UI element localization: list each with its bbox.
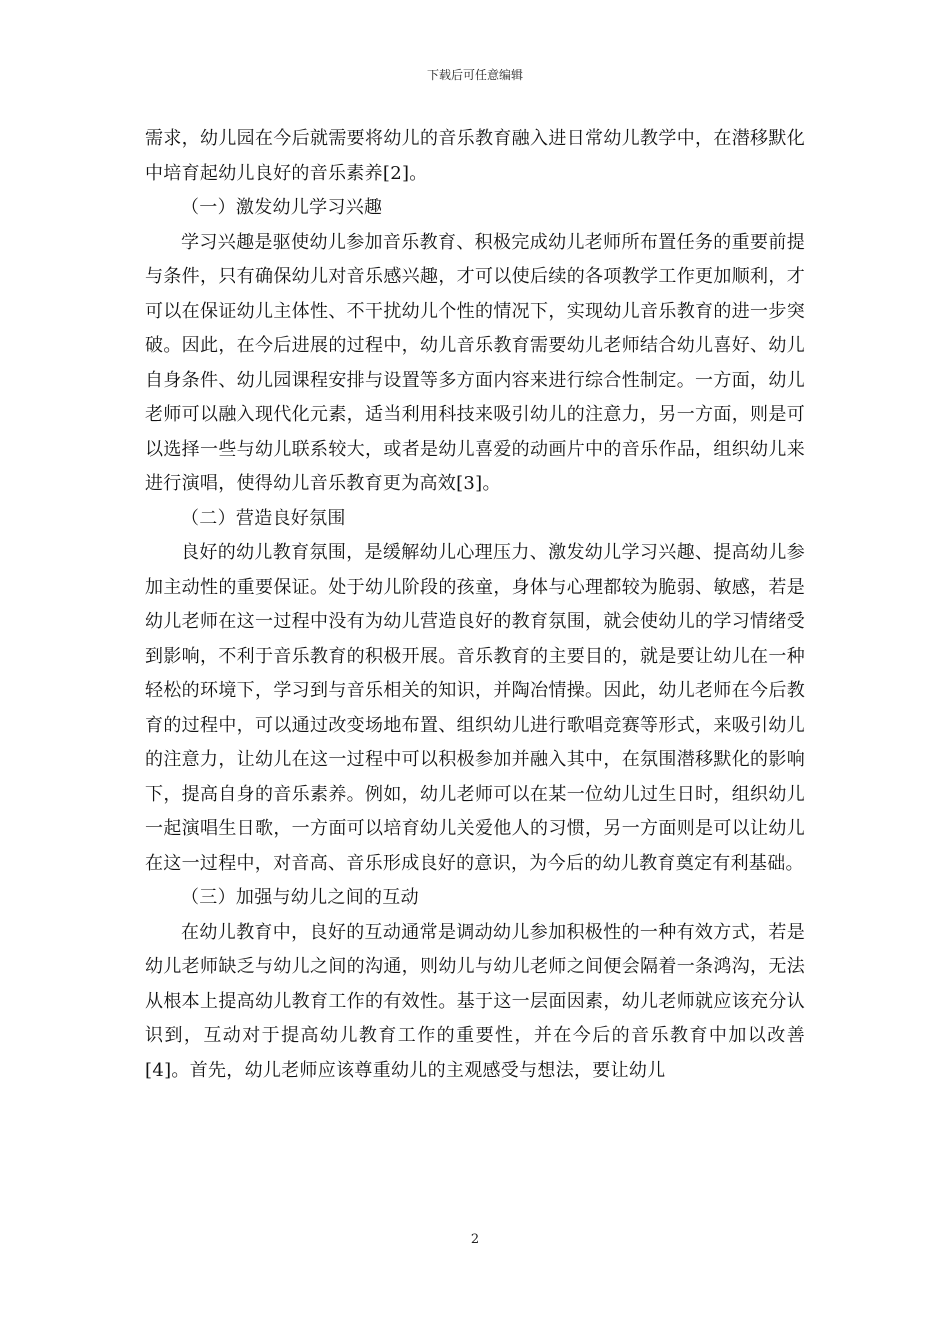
section-heading-1: （一）激发幼儿学习兴趣 xyxy=(181,197,383,218)
page-number: 2 xyxy=(470,1232,480,1247)
paragraph-section-1: 学习兴趣是驱使幼儿参加音乐教育、积极完成幼儿老师所布置任务的重要前提与条件，只有确保幼儿对音乐感兴趣，才可以使后续的各项教学工作更加顺利，才可以在保证幼儿主体性、不干扰幼儿个性的情况下，实现幼儿音乐教育的进一步突破。因此，在今后进展的过程中，幼儿音乐教育需要幼儿老师结合幼儿喜好、幼儿自身条件、幼儿园课程安排与设置等多方面内容来进行综合性制定。一方面，幼儿老师可以融入现代化元素，适当利用科技来吸引幼儿的注意力，另一方面，则是可以选择一些与幼儿联系较大，或者是幼儿喜爱的动画片中的音乐作品，组织幼儿来进行演唱，使得幼儿音乐教育更为高效[3]。 xyxy=(145,231,805,494)
document-body xyxy=(145,122,805,1088)
paragraph-continuation: 需求，幼儿园在今后就需要将幼儿的音乐教育融入进日常幼儿教学中，在潜移默化中培育起幼儿良好的音乐素养[2]。 xyxy=(145,128,805,184)
page-header: 下载后可任意编辑 xyxy=(426,68,523,82)
paragraph-section-2: 良好的幼儿教育氛围，是缓解幼儿心理压力、激发幼儿学习兴趣、提高幼儿参加主动性的重要保证。处于幼儿阶段的孩童，身体与心理都较为脆弱、敏感，若是幼儿老师在这一过程中没有为幼儿营造良好的教育氛围，就会使幼儿的学习情绪受到影响，不利于音乐教育的积极开展。音乐教育的主要目的，就是要让幼儿在一种轻松的环境下，学习到与音乐相关的知识，并陶冶情操。因此，幼儿老师在今后教育的过程中，可以通过改变场地布置、组织幼儿进行歌唱竞赛等形式，来吸引幼儿的注意力，让幼儿在这一过程中可以积极参加并融入其中，在氛围潜移默化的影响下，提高自身的音乐素养。例如，幼儿老师可以在某一位幼儿过生日时，组织幼儿一起演唱生日歌，一方面可以培育幼儿关爱他人的习惯，另一方面则是可以让幼儿在这一过程中，对音高、音乐形成良好的意识，为今后的幼儿教育奠定有利基础。 xyxy=(145,542,805,874)
section-heading-2: （二）营造良好氛围 xyxy=(181,507,346,529)
section-heading-3: （三）加强与幼儿之间的互动 xyxy=(181,887,419,908)
paragraph-section-3: 在幼儿教育中，良好的互动通常是调动幼儿参加积极性的一种有效方式，若是幼儿老师缺乏与幼儿之间的沟通，则幼儿与幼儿老师之间便会隔着一条鸿沟，无法从根本上提高幼儿教育工作的有效性。基于这一层面因素，幼儿老师就应该充分认识到，互动对于提高幼儿教育工作的重要性，并在今后的音乐教育中加以改善[4]。首先，幼儿老师应该尊重幼儿的主观感受与想法，要让幼儿 xyxy=(145,921,805,1081)
